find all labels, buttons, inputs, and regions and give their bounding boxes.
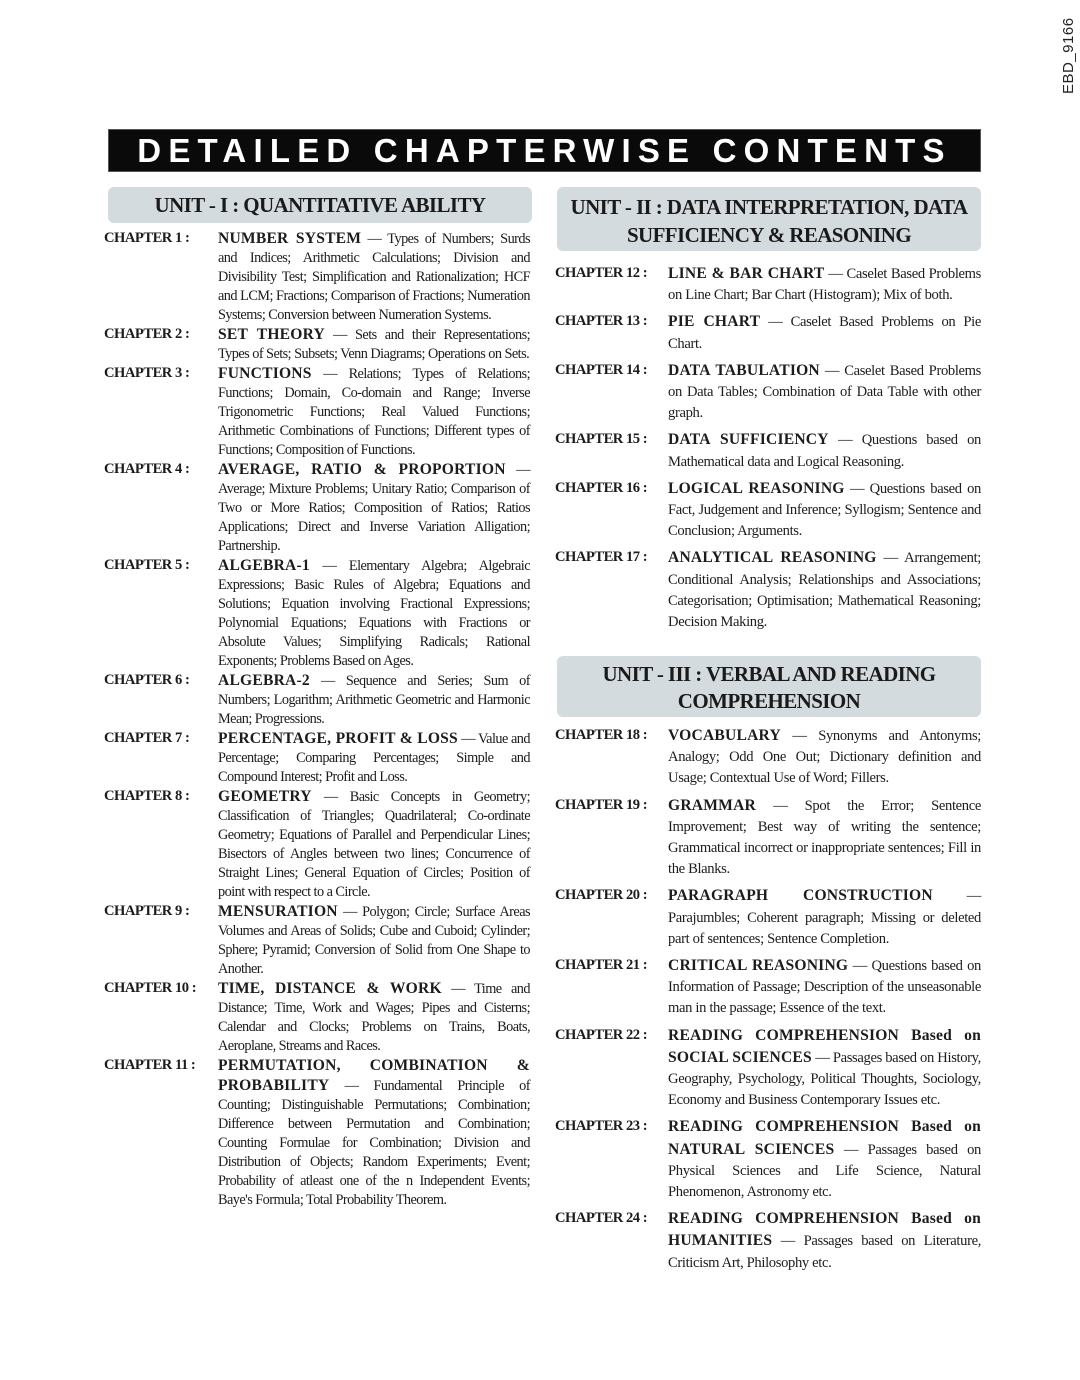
chapter-title: NUMBER SYSTEM [218, 230, 362, 247]
chapter-label: CHAPTER 20 : [555, 887, 648, 904]
document-code: EBD_9166 [1060, 17, 1077, 94]
chapter-description: Caselet Based Problems on Pie Chart. [668, 314, 981, 352]
chapter-label: CHAPTER 13 : [555, 313, 648, 330]
chapter-entry: CHAPTER 12 : LINE & BAR CHART — Caselet Based Problems on Line Chart; Bar Chart (Histogram); Mix of both. [555, 265, 981, 304]
chapter-entry: CHAPTER 20 : PARAGRAPH CONSTRUCTION — Parajumbles; Coherent paragraph; Missing or deleted part of sentences; Sentence Completion. [555, 887, 981, 947]
chapter-label: CHAPTER 17 : [555, 549, 648, 566]
chapter-description: Questions based on Fact, Judgement and Inference; Syllogism; Sentence and Conclusion; Arguments. [668, 480, 981, 540]
chapter-entry: CHAPTER 4 : AVERAGE, RATIO & PROPORTION — Average; Mixture Problems; Unitary Ratio; Comparison of Two or More Ratios; Composition of Ratios; Ratios Applications; Direct and Inverse Variation Alligation; Partnership. [104, 461, 530, 554]
unit-2-header: UNIT - II : DATA INTERPRETATION, DATA SUFFICIENCY & REASONING [557, 187, 981, 251]
chapter-label: CHAPTER 10 : [104, 980, 197, 996]
chapter-title: ANALYTICAL REASONING [668, 549, 877, 567]
chapter-title: TIME, DISTANCE & WORK [218, 980, 442, 997]
chapter-label: CHAPTER 18 : [555, 727, 648, 743]
chapter-title: AVERAGE, RATIO & PROPORTION [218, 461, 506, 478]
chapter-title: VOCABULARY [668, 727, 781, 744]
unit-3-header: UNIT - III : VERBAL AND READING COMPREHENSION [557, 656, 981, 717]
chapter-entry: CHAPTER 9 : MENSURATION — Polygon; Circle; Surface Areas Volumes and Areas of Solids; Cube and Cuboid; Cylinder; Sphere; Pyramid; Conversion of Solid from One Shape to Another. [104, 903, 530, 977]
chapter-description: Sets and their Representations; Types of Sets; Subsets; Venn Diagrams; Operations on Sets. [218, 327, 531, 362]
chapter-title: DATA SUFFICIENCY [668, 431, 829, 449]
chapter-title: ALGEBRA-2 [218, 672, 310, 689]
unit-1-header: UNIT - I : QUANTITATIVE ABILITY [108, 187, 532, 223]
chapter-description: Elementary Algebra; Algebraic Expressions; Basic Rules of Algebra; Equations and Solutions; Equation involving Fractional Expressions; Polynomial Equations; Equations with Fractions or Absolute Values; Simplifying Radicals; Rational Exponents; Problems Based on Ages. [218, 558, 530, 669]
chapter-entry: CHAPTER 22 : READING COMPREHENSION Based on SOCIAL SCIENCES — Passages based on History, Geography, Psychology, Political Thoughts, Sociology, Economy and Business Contemporary Issues etc. [555, 1026, 981, 1109]
chapter-description: Sequence and Series; Sum of Numbers; Logarithm; Arithmetic Geometric and Harmonic Mean; Progressions. [218, 673, 530, 727]
chapter-description: Time and Distance; Time, Work and Wages; Pipes and Cisterns; Calendar and Clocks; Problems on Trains, Boats, Aeroplane, Streams and Races. [218, 981, 530, 1054]
chapter-label: CHAPTER 21 : [555, 957, 648, 974]
chapter-label: CHAPTER 22 : [555, 1026, 648, 1043]
chapter-title: LOGICAL REASONING [668, 479, 845, 497]
chapter-entry: CHAPTER 10 : TIME, DISTANCE & WORK — Time and Distance; Time, Work and Wages; Pipes and Cisterns; Calendar and Clocks; Problems on Trains, Boats, Aeroplane, Streams and Races. [104, 980, 530, 1054]
chapter-label: CHAPTER 24 : [555, 1210, 648, 1227]
chapter-label: CHAPTER 8 : [104, 788, 190, 804]
chapter-entry: CHAPTER 1 : NUMBER SYSTEM — Types of Numbers; Surds and Indices; Arithmetic Calculations; Division and Divisibility Test; Simplification and Rationalization; HCF and LCM; Fractions; Comparison of Fractions; Numeration Systems; Conversion between Numeration Systems. [104, 230, 530, 323]
chapter-title: PIE CHART [668, 313, 761, 331]
chapter-description: Caselet Based Problems on Data Tables; Combination of Data Table with other graph. [668, 362, 982, 422]
chapter-description: Fundamental Principle of Counting; Distinguishable Permutations; Combination; Difference between Permutation and Combination; Counting Formulae for Combination; Division and Distribution of Objects; Random Experiments; Event; Probability of atleast one of the n Independent Events; Baye's Formula; Total Probability Theorem. [218, 1078, 530, 1208]
chapter-entry: CHAPTER 18 : VOCABULARY — Synonyms and Antonyms; Analogy; Odd One Out; Dictionary definition and Usage; Contextual Use of Word; Fillers. [555, 727, 981, 787]
chapter-entry: CHAPTER 11 : PERMUTATION, COMBINATION & PROBABILITY — Fundamental Principle of Counting; Distinguishable Permutations; Combination; Difference between Permutation and Combination; Counting Formulae for Combination; Division and Distribution of Objects; Random Experiments; Event; Probability of atleast one of the n Independent Events; Baye's Formula; Total Probability Theorem. [104, 1057, 530, 1208]
chapter-description: Synonyms and Antonyms; Analogy; Odd One Out; Dictionary definition and Usage; Contextual Use of Word; Fillers. [668, 728, 981, 787]
chapter-title: PERCENTAGE, PROFIT & LOSS [218, 730, 458, 747]
chapter-description: Passages based on Literature, Criticism Art, Philosophy etc. [668, 1233, 982, 1271]
chapter-title: SET THEORY [218, 326, 325, 343]
chapter-description: Basic Concepts in Geometry; Classification of Triangles; Quadrilateral; Co-ordinate Geometry; Equations of Parallel and Perpendicular Lines; Bisectors of Angles between two lines; Concurrence of Straight Lines; General Equation of Circles; Position of point with respect to a Circle. [218, 789, 531, 900]
chapter-description: Questions based on Information of Passage; Description of the unseasonable man in the passage; Essence of the text. [668, 958, 981, 1017]
chapter-label: CHAPTER 4 : [104, 461, 190, 477]
chapter-description: Caselet Based Problems on Line Chart; Bar Chart (Histogram); Mix of both. [668, 266, 981, 304]
chapter-title: LINE & BAR CHART [668, 265, 825, 282]
chapter-label: CHAPTER 6 : [104, 672, 190, 688]
chapter-label: CHAPTER 14 : [555, 361, 648, 378]
chapter-label: CHAPTER 7 : [104, 730, 190, 746]
chapter-label: CHAPTER 23 : [555, 1118, 648, 1135]
chapter-title: ALGEBRA-1 [218, 557, 310, 574]
chapter-entry: CHAPTER 8 : GEOMETRY — Basic Concepts in Geometry; Classification of Triangles; Quadrilateral; Co-ordinate Geometry; Equations of Parallel and Perpendicular Lines; Bisectors of Angles between two lines; Concurrence of Straight Lines; General Equation of Circles; Position of point with respect to a Circle. [104, 788, 531, 900]
chapter-title: FUNCTIONS [218, 365, 312, 382]
chapter-description: Arrangement; Conditional Analysis; Relationships and Associations; Categorisation; Optimisation; Mathematical Reasoning; Decision Making. [668, 550, 981, 631]
chapter-entry: CHAPTER 17 : ANALYTICAL REASONING — Arrangement; Conditional Analysis; Relationships and Associations; Categorisation; Optimisation; Mathematical Reasoning; Decision Making. [555, 549, 981, 631]
chapter-description: Average; Mixture Problems; Unitary Ratio; Comparison of Two or More Ratios; Composition of Ratios; Ratios Applications; Direct and Inverse Variation Alligation; Partnership. [218, 481, 530, 554]
chapter-title: PERMUTATION, COMBINATION & PROBABILITY [218, 1057, 530, 1094]
chapter-label: CHAPTER 9 : [104, 903, 190, 919]
chapter-title: READING COMPREHENSION Based on SOCIAL SCIENCES [668, 1026, 981, 1066]
unit-1-chapter-list [104, 229, 530, 1210]
chapter-description: Spot the Error; Sentence Improvement; Best way of writing the sentence; Grammatical incorrect or inappropriate sentences; Fill in the Blanks. [668, 797, 981, 878]
chapter-description: Passages based on Physical Sciences and Life Science, Natural Phenomenon, Astronomy etc. [668, 1141, 982, 1201]
chapter-entry: CHAPTER 6 : ALGEBRA-2 — Sequence and Series; Sum of Numbers; Logarithm; Arithmetic Geometric and Harmonic Mean; Progressions. [104, 672, 530, 727]
chapter-entry: CHAPTER 19 : GRAMMAR — Spot the Error; Sentence Improvement; Best way of writing the sentence; Grammatical incorrect or inappropriate sentences; Fill in the Blanks. [555, 796, 981, 878]
chapter-title: DATA TABULATION [668, 361, 820, 379]
chapter-description: Relations; Types of Relations; Functions; Domain, Co-domain and Range; Inverse Trigonometric Functions; Real Valued Functions; Arithmetic Combinations of Functions; Different types of Functions; Composition of Functions. [218, 366, 530, 458]
chapter-label: CHAPTER 2 : [104, 326, 190, 342]
chapter-entry: CHAPTER 23 : READING COMPREHENSION Based on NATURAL SCIENCES — Passages based on Physical Sciences and Life Science, Natural Phenomenon, Astronomy etc. [555, 1118, 982, 1201]
chapter-title: READING COMPREHENSION Based on NATURAL SCIENCES [668, 1118, 981, 1158]
chapter-description: Polygon; Circle; Surface Areas Volumes and Areas of Solids; Cube and Cuboid; Cylinder; Sphere; Pyramid; Conversion of Solid from One Shape to Another. [218, 904, 530, 977]
chapter-title: PARAGRAPH CONSTRUCTION [668, 887, 933, 905]
chapter-entry: CHAPTER 7 : PERCENTAGE, PROFIT & LOSS — Value and Percentage; Comparing Percentages; Simple and Compound Interest; Profit and Loss. [104, 730, 531, 785]
chapter-description: Parajumbles; Coherent paragraph; Missing or deleted part of sentences; Sentence Completion. [668, 909, 981, 947]
chapter-entry: CHAPTER 3 : FUNCTIONS — Relations; Types of Relations; Functions; Domain, Co-domain and Range; Inverse Trigonometric Functions; Real Valued Functions; Arithmetic Combinations of Functions; Different types of Functions; Composition of Functions. [104, 365, 530, 458]
unit-2-chapter-list [555, 263, 981, 638]
chapter-entry: CHAPTER 13 : PIE CHART — Caselet Based Problems on Pie Chart. [555, 313, 981, 352]
chapter-description: Passages based on History, Geography, Psychology, Political Thoughts, Sociology, Economy and Business Contemporary Issues etc. [668, 1049, 981, 1109]
chapter-description: Questions based on Mathematical data and Logical Reasoning. [668, 432, 981, 470]
chapter-label: CHAPTER 1 : [104, 230, 190, 246]
chapter-entry: CHAPTER 5 : ALGEBRA-1 — Elementary Algebra; Algebraic Expressions; Basic Rules of Algebra; Equations and Solutions; Equation involving Fractional Expressions; Polynomial Equations; Equations with Fractions or Absolute Values; Simplifying Radicals; Rational Exponents; Problems Based on Ages. [104, 557, 530, 669]
chapter-title: CRITICAL REASONING [668, 957, 849, 975]
chapter-entry: CHAPTER 24 : READING COMPREHENSION Based on HUMANITIES — Passages based on Literature, Criticism Art, Philosophy etc. [555, 1210, 982, 1271]
chapter-entry: CHAPTER 2 : SET THEORY — Sets and their Representations; Types of Sets; Subsets; Venn Diagrams; Operations on Sets. [104, 326, 531, 362]
chapter-description: Value and Percentage; Comparing Percentages; Simple and Compound Interest; Profit and Loss. [218, 731, 531, 785]
chapter-entry: CHAPTER 16 : LOGICAL REASONING — Questions based on Fact, Judgement and Inference; Syllogism; Sentence and Conclusion; Arguments. [555, 479, 981, 540]
page-title-banner: DETAILED CHAPTERWISE CONTENTS [108, 129, 981, 172]
chapter-description: Types of Numbers; Surds and Indices; Arithmetic Calculations; Division and Divisibility Test; Simplification and Rationalization; HCF and LCM; Fractions; Comparison of Fractions; Numeration Systems; Conversion between Numeration Systems. [218, 231, 530, 323]
chapter-label: CHAPTER 3 : [104, 365, 190, 381]
unit-3-chapter-list [555, 725, 981, 1279]
chapter-title: READING COMPREHENSION Based on HUMANITIES [668, 1210, 981, 1250]
chapter-title: MENSURATION [218, 903, 338, 920]
chapter-entry: CHAPTER 14 : DATA TABULATION — Caselet Based Problems on Data Tables; Combination of Data Table with other graph. [555, 361, 982, 422]
chapter-label: CHAPTER 16 : [555, 479, 648, 496]
chapter-label: CHAPTER 19 : [555, 796, 648, 813]
chapter-label: CHAPTER 15 : [555, 431, 648, 448]
chapter-entry: CHAPTER 21 : CRITICAL REASONING — Questions based on Information of Passage; Description of the unseasonable man in the passage; Essence of the text. [555, 957, 981, 1017]
chapter-entry: CHAPTER 15 : DATA SUFFICIENCY — Questions based on Mathematical data and Logical Reasoning. [555, 431, 981, 470]
chapter-label: CHAPTER 11 : [104, 1057, 196, 1073]
chapter-title: GRAMMAR [668, 796, 757, 814]
chapter-title: GEOMETRY [218, 788, 312, 805]
chapter-label: CHAPTER 12 : [555, 265, 648, 281]
chapter-label: CHAPTER 5 : [104, 557, 190, 573]
